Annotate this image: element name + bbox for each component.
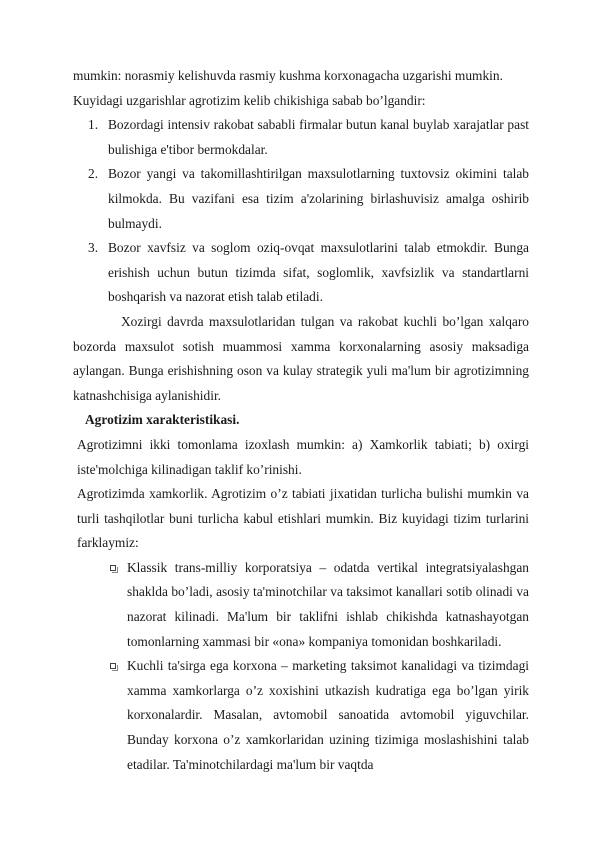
document-body (73, 64, 529, 777)
numbered-list (73, 113, 529, 310)
bullet-list (73, 556, 529, 777)
bullet-item-text: Klassik trans-milliy korporatsiya – odatda vertikal integratsiyalashgan shaklda bo’ladi, asosiy ta'minotchilar va taksimot kanallari sotib olinadi va nazorat kilinadi. Ma'lum bir taklifni ishlab chikishda katnashayotgan tomonlarning xammasi bir «ona» kompaniya tomonidan boshkariladi. (127, 559, 529, 649)
cooperation-paragraph: Agrotizimda xamkorlik. Agrotizim o’z tabiati jixatidan turlicha bulishi mumkin va turli tashqilotlar buni turlicha kabul etishlari mumkin. Biz kuyidagi tizim turlarini farklaymiz: (77, 486, 529, 551)
list-item-number: 3. (88, 240, 99, 256)
two-sided-paragraph: Agrotizimni ikki tomonlama izoxlash mumkin: a) Xamkorlik tabiati; b) oxirgi iste'molchiga kilinadigan taklif ko’rinishi. (77, 436, 529, 477)
list-item (73, 236, 529, 310)
checkbox-bullet-icon (110, 565, 116, 571)
checkbox-bullet-icon (110, 663, 116, 669)
list-item-number: 1. (88, 117, 99, 133)
list-item-text: Bozor xavfsiz va soglom oziq-ovqat maxsulotlarini talab etmokdir. Bunga erishish uchun butun tizimda sifat, soglomlik, xavfsizlik va standartlarni boshqarish va nazorat etish talab etiladi. (108, 240, 529, 305)
intro-paragraph-2: Kuyidagi uzgarishlar agrotizim kelib chikishiga sabab bo’lgandir: (73, 92, 426, 108)
modern-period-paragraph: Xozirgi davrda maxsulotlaridan tulgan va rakobat kuchli bo’lgan xalqaro bozorda maxsulot sotish muammosi xamma korxonalarning asosiy maksadiga aylangan. Bunga erishishning oson va kulay strategik yuli ma'lum bir agrotizimning katnashchisiga aylanishidir. (73, 313, 529, 403)
list-item-text: Bozordagi intensiv rakobat sababli firmalar butun kanal buylab xarajatlar past bulishiga e'tibor bermokdalar. (108, 117, 529, 157)
list-item (73, 113, 529, 162)
list-item (73, 162, 529, 236)
bullet-item-text: Kuchli ta'sirga ega korxona – marketing taksimot kanalidagi va tizimdagi xamma xamkorlarga o’z xoxishini utkazish kudratiga ega bo’lgan yirik korxonalardir. Masalan, avtomobil sanoatida avtomobil yiguvchilar. Bunday korxona o’z xamkorlaridan uzining tizimiga moslashishini talab etadilar. Ta'minotchilardagi ma'lum bir vaqtda (127, 658, 529, 772)
section-heading: Agrotizim xarakteristikasi. (85, 412, 240, 428)
list-item-text: Bozor yangi va takomillashtirilgan maxsulotlarning tuxtovsiz okimini talab kilmokda. Bu vazifani esa tizim a'zolarining birlashuvisiz amalga oshirib bulmaydi. (108, 166, 529, 231)
list-item-number: 2. (88, 166, 99, 182)
list-item (73, 556, 529, 654)
list-item (73, 654, 529, 777)
intro-paragraph-1: mumkin: norasmiy kelishuvda rasmiy kushma korxonagacha uzgarishi mumkin. (73, 68, 503, 83)
